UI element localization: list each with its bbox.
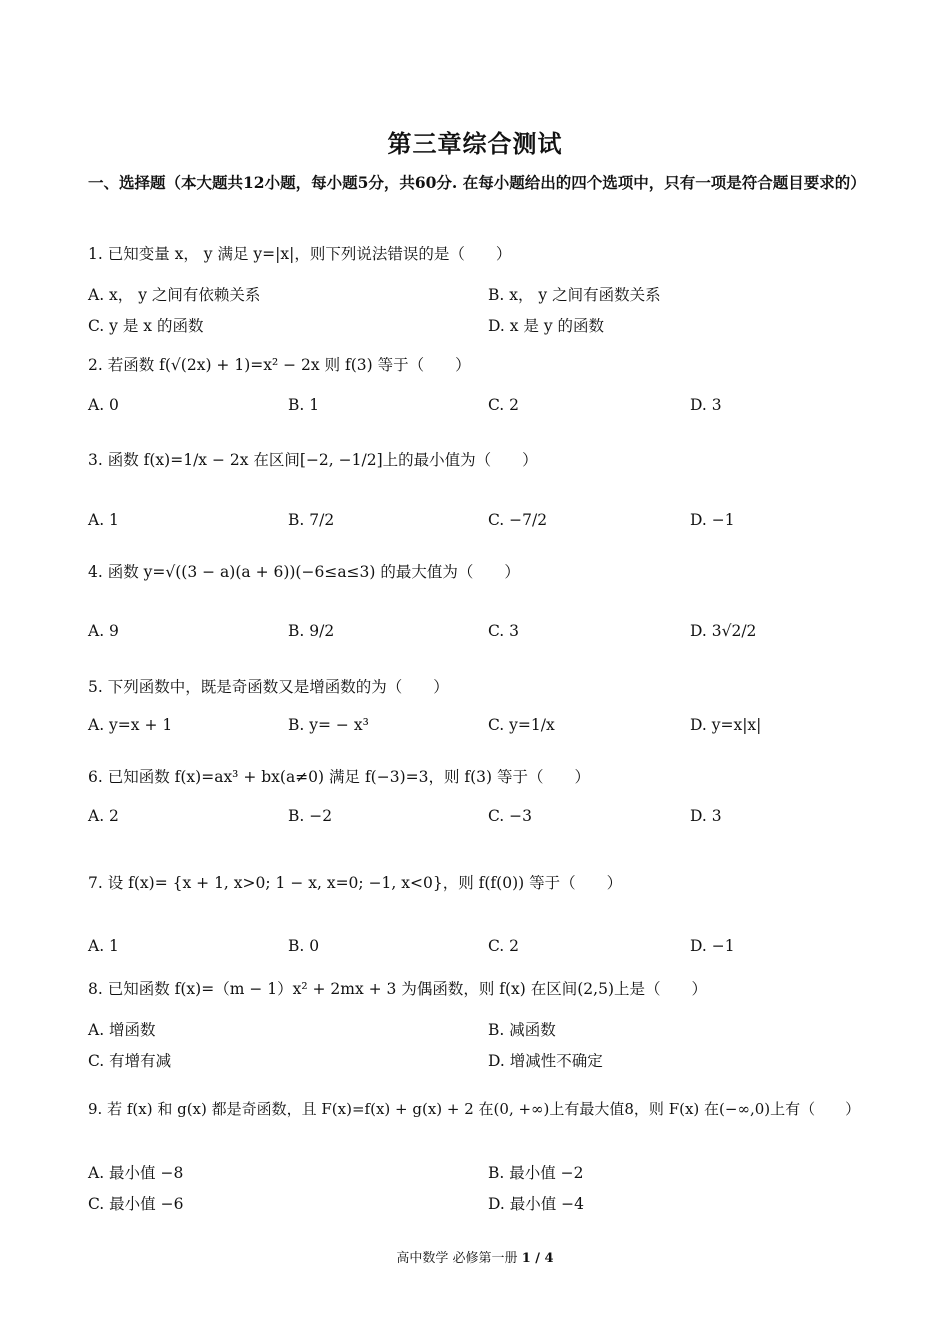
footer-text: 高中数学 必修第一册 — [396, 1251, 518, 1266]
q8-option-c: C. 有增有减 — [88, 1052, 172, 1070]
q6-option-d: D. 3 — [690, 807, 722, 825]
q8-option-b: B. 减函数 — [488, 1021, 556, 1039]
question-3: 3. 函数 f(x)=1/x − 2x 在区间[−2, −1/2]上的最小值为（ ） — [88, 451, 538, 469]
q4-option-b: B. 9/2 — [288, 622, 335, 640]
q6-option-b: B. −2 — [288, 807, 333, 825]
q6-option-c: C. −3 — [488, 807, 533, 825]
q3-option-b: B. 7/2 — [288, 511, 335, 529]
question-1: 1. 已知变量 x， y 满足 y=|x|，则下列说法错误的是（ ） — [88, 245, 512, 263]
q3-option-a: A. 1 — [88, 511, 119, 529]
q5-option-a: A. y=x + 1 — [88, 716, 173, 734]
question-4: 4. 函数 y=√((3 − a)(a + 6))(−6≤a≤3) 的最大值为（ ） — [88, 563, 520, 581]
q2-option-b: B. 1 — [288, 396, 320, 414]
q4-option-c: C. 3 — [488, 622, 520, 640]
question-2: 2. 若函数 f(√(2x) + 1)=x² − 2x 则 f(3) 等于（ ） — [88, 356, 471, 374]
q9-option-d: D. 最小值 −4 — [488, 1195, 585, 1213]
q7-option-a: A. 1 — [88, 937, 119, 955]
q1-option-b: B. x， y 之间有函数关系 — [488, 286, 661, 304]
page-number: 1 / 4 — [521, 1251, 554, 1266]
q2-option-c: C. 2 — [488, 396, 520, 414]
question-6: 6. 已知函数 f(x)=ax³ + bx(a≠0) 满足 f(−3)=3，则 f(3) 等于（ ） — [88, 768, 591, 786]
q1-option-c: C. y 是 x 的函数 — [88, 317, 204, 335]
q9-option-c: C. 最小值 −6 — [88, 1195, 184, 1213]
page-footer — [0, 1247, 950, 1266]
q8-option-d: D. 增减性不确定 — [488, 1052, 603, 1070]
q5-option-d: D. y=x|x| — [690, 716, 762, 734]
question-7: 7. 设 f(x)= {x + 1, x>0; 1 − x, x=0; −1, x<0}，则 f(f(0)) 等于（ ） — [88, 874, 623, 892]
q7-option-c: C. 2 — [488, 937, 520, 955]
q2-option-a: A. 0 — [88, 396, 119, 414]
q7-option-d: D. −1 — [690, 937, 735, 955]
q1-option-a: A. x， y 之间有依赖关系 — [88, 286, 261, 304]
q2-option-d: D. 3 — [690, 396, 722, 414]
question-8: 8. 已知函数 f(x)=（m − 1）x² + 2mx + 3 为偶函数，则 f(x) 在区间(2,5)上是（ ） — [88, 980, 708, 998]
section-heading: 一、选择题（本大题共12小题，每小题5分，共60分. 在每小题给出的四个选项中，只有一项是符合题目要求的） — [88, 173, 866, 192]
q3-option-d: D. −1 — [690, 511, 735, 529]
question-9: 9. 若 f(x) 和 g(x) 都是奇函数，且 F(x)=f(x) + g(x) + 2 在(0, +∞)上有最大值8，则 F(x) 在(−∞,0)上有（ ） — [88, 1100, 861, 1118]
q6-option-a: A. 2 — [88, 807, 119, 825]
q9-option-b: B. 最小值 −2 — [488, 1164, 584, 1182]
q8-option-a: A. 增函数 — [88, 1021, 156, 1039]
q4-option-d: D. 3√2/2 — [690, 622, 757, 640]
q7-option-b: B. 0 — [288, 937, 320, 955]
q3-option-c: C. −7/2 — [488, 511, 548, 529]
q5-option-c: C. y=1/x — [488, 716, 555, 734]
q9-option-a: A. 最小值 −8 — [88, 1164, 184, 1182]
q5-option-b: B. y= − x³ — [288, 716, 369, 734]
q4-option-a: A. 9 — [88, 622, 119, 640]
page-title: 第三章综合测试 — [387, 129, 563, 158]
q1-option-d: D. x 是 y 的函数 — [488, 317, 605, 335]
question-5: 5. 下列函数中，既是奇函数又是增函数的为（ ） — [88, 678, 449, 696]
